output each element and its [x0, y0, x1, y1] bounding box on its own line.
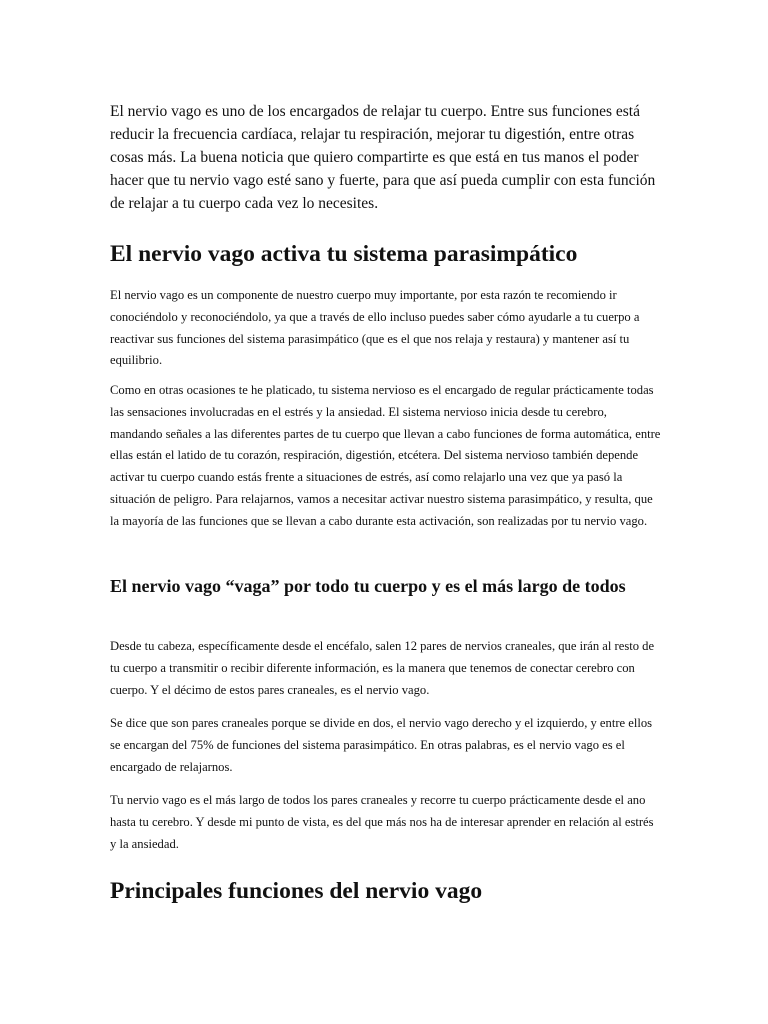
intro-paragraph: El nervio vago es uno de los encargados de relajar tu cuerpo. Entre sus funciones está reducir la frecuencia cardíaca, relajar tu respiración, mejorar tu digestión, entre otras cosas más. La buena noticia que quiero compartirte es que está en tus manos el poder hacer que tu nervio vago esté sano y fuerte, para que así pueda cumplir con esta función de relajar a tu cuerpo cada vez lo necesites. [110, 103, 656, 212]
section-heading-vaga: El nervio vago “vaga” por todo tu cuerpo y es el más largo de todos [110, 576, 626, 596]
section-heading-funciones: Principales funciones del nervio vago [110, 878, 483, 904]
body-paragraph: Se dice que son pares craneales porque se divide en dos, el nervio vago derecho y el izquierdo, y entre ellos se encargan del 75% de funciones del sistema parasimpático. En otras palabras, es el nervio vago es el encargado de relajarnos. [110, 716, 653, 774]
body-paragraph: Como en otras ocasiones te he platicado, tu sistema nervioso es el encargado de regular prácticamente todas las sensaciones involucradas en el estrés y la ansiedad. El sistema nervioso inicia desde tu cerebro, mandando señales a las diferentes partes de tu cuerpo que llevan a cabo funciones de forma automática, entre ellas están el latido de tu corazón, respiración, digestión, etcétera. Del sistema nervioso también depende activar tu cuerpo cuando estás frente a situaciones de estrés, así como relajarlo una vez que ya pasó la situación de peligro. Para relajarnos, vamos a necesitar activar nuestro sistema parasimpático, y resulta, que la mayoría de las funciones que se llevan a cabo durante esta activación, son realizadas por tu nervio vago. [110, 383, 661, 528]
body-paragraph: Desde tu cabeza, específicamente desde el encéfalo, salen 12 pares de nervios craneales, que irán al resto de tu cuerpo a transmitir o recibir diferente información, es la manera que tenemos de conectar cerebro con cuerpo. Y el décimo de estos pares craneales, es el nervio vago. [110, 639, 655, 697]
section-heading-parasimpatico: El nervio vago activa tu sistema parasimpático [110, 241, 578, 267]
body-paragraph: El nervio vago es un componente de nuestro cuerpo muy importante, por esta razón te recomiendo ir conociéndolo y reconociéndolo, ya que a través de ello incluso puedes saber cómo ayudarle a tu cuerpo a reactivar sus funciones del sistema parasimpático (que es el que nos relaja y restaura) y mantener así tu equilibrio. [110, 288, 640, 368]
body-paragraph: Tu nervio vago es el más largo de todos los pares craneales y recorre tu cuerpo prácticamente desde el ano hasta tu cerebro. Y desde mi punto de vista, es del que más nos ha de interesar aprender en relación al estrés y la ansiedad. [110, 793, 654, 851]
